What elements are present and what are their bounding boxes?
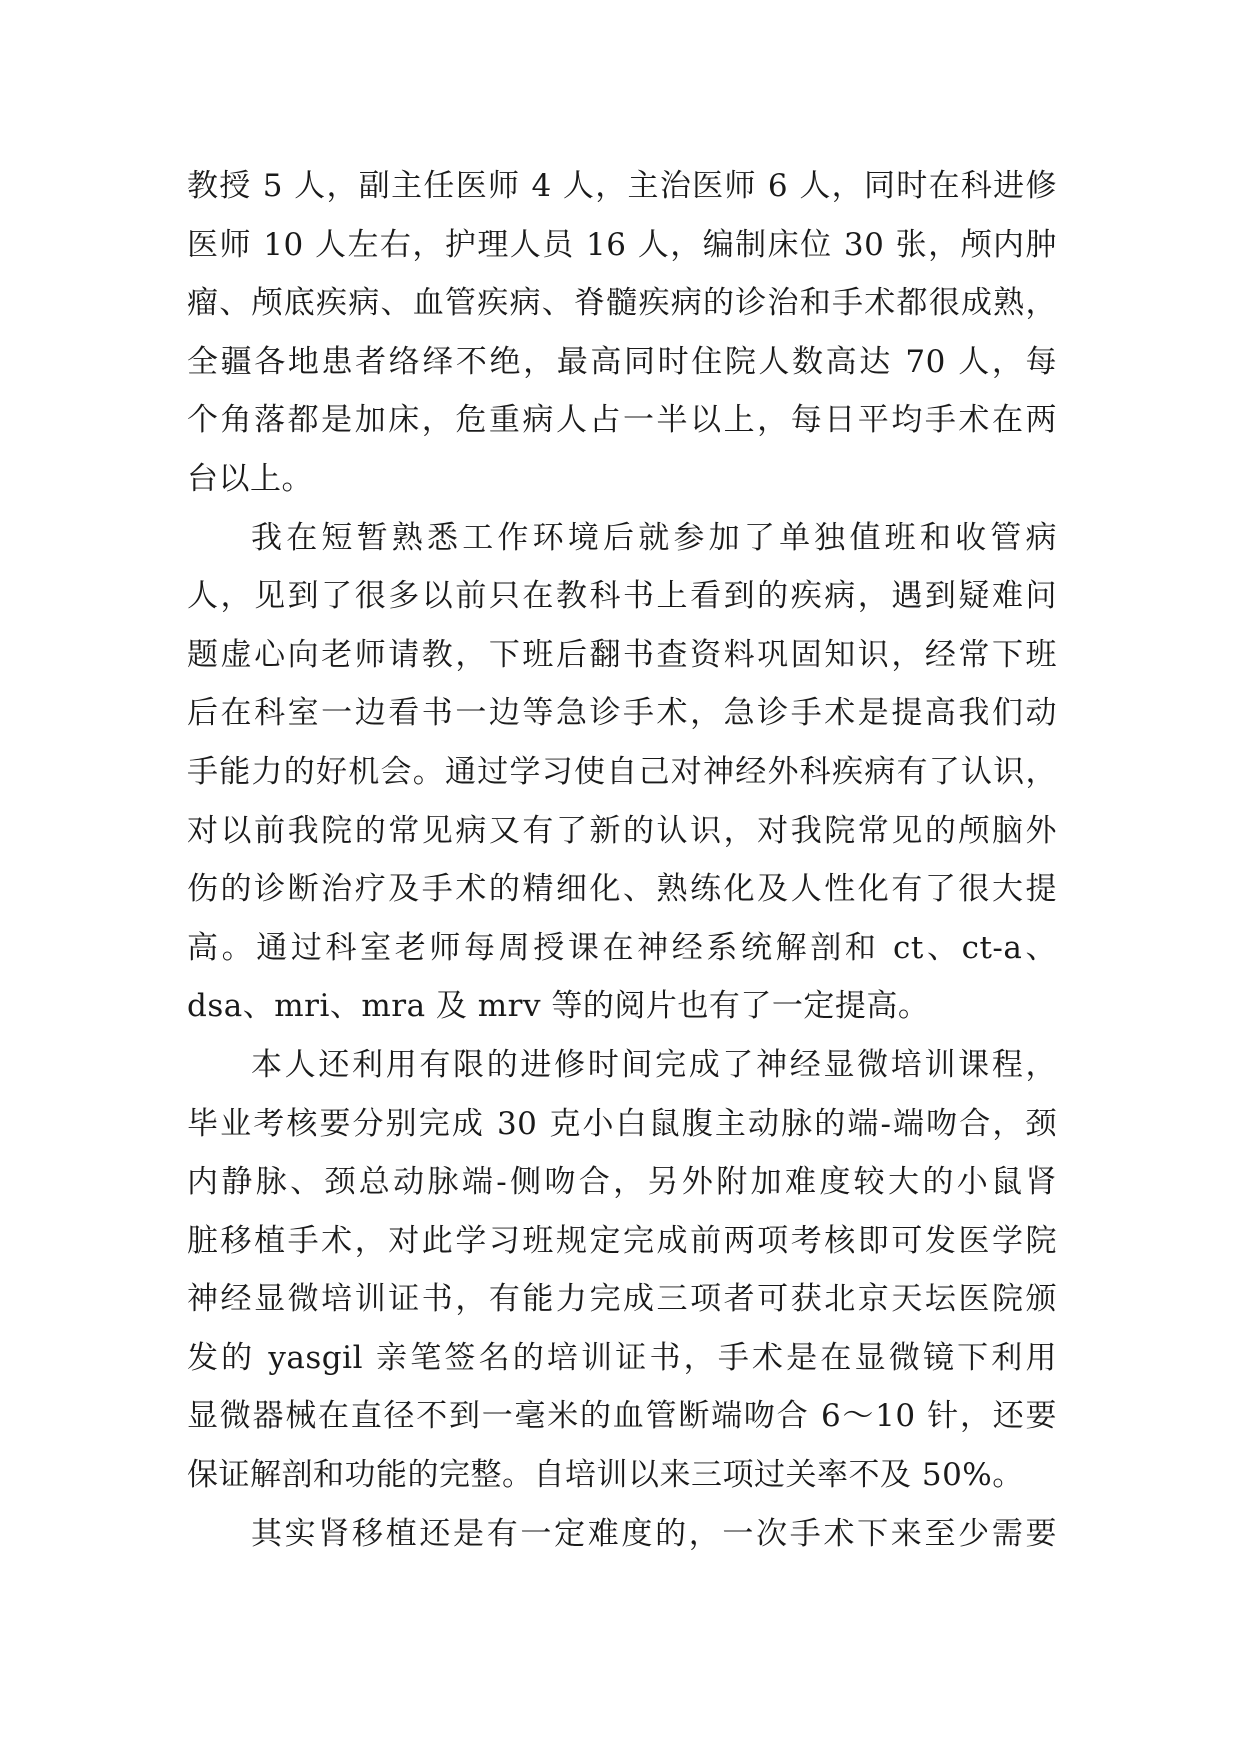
text-line: 神经显微培训证书，有能力完成三项者可获北京天坛医院颁 [187, 1281, 1057, 1318]
text-line: 人，见到了很多以前只在教科书上看到的疾病，遇到疑难问 [187, 578, 1057, 615]
text-line: 发的 yasgil 亲笔签名的培训证书，手术是在显微镜下利用 [187, 1339, 1057, 1376]
text-line: 手能力的好机会。通过学习使自己对神经外科疾病有了认识， [187, 753, 1057, 790]
text-line: 高。通过科室老师每周授课在神经系统解剖和 ct、ct-a、 [187, 929, 1057, 966]
text-line: 台以上。 [187, 460, 313, 497]
text-line: 题虚心向老师请教，下班后翻书查资料巩固知识，经常下班 [187, 636, 1057, 673]
paragraph [187, 1036, 1057, 1505]
document-body [187, 157, 1057, 1563]
paragraph [187, 509, 1057, 1036]
text-line: dsa、mri、mra 及 mrv 等的阅片也有了一定提高。 [187, 988, 930, 1025]
text-line: 医师 10 人左右，护理人员 16 人，编制床位 30 张，颅内肿 [187, 226, 1057, 263]
text-line: 瘤、颅底疾病、血管疾病、脊髓疾病的诊治和手术都很成熟， [187, 285, 1057, 322]
text-line: 全疆各地患者络绎不绝，最高同时住院人数高达 70 人，每 [187, 343, 1057, 380]
text-line: 后在科室一边看书一边等急诊手术，急诊手术是提高我们动 [187, 695, 1057, 732]
paragraph [187, 157, 1057, 509]
text-line: 显微器械在直径不到一毫米的血管断端吻合 6～10 针，还要 [187, 1398, 1057, 1435]
text-line: 本人还利用有限的进修时间完成了神经显微培训课程， [251, 1046, 1057, 1083]
text-line: 毕业考核要分别完成 30 克小白鼠腹主动脉的端-端吻合，颈 [187, 1105, 1057, 1142]
text-line: 保证解剖和功能的完整。自培训以来三项过关率不及 50%。 [187, 1457, 1024, 1494]
text-line: 对以前我院的常见病又有了新的认识，对我院常见的颅脑外 [187, 812, 1057, 849]
text-line: 我在短暂熟悉工作环境后就参加了单独值班和收管病 [251, 519, 1057, 556]
text-line: 脏移植手术，对此学习班规定完成前两项考核即可发医学院 [187, 1222, 1057, 1259]
text-line: 其实肾移植还是有一定难度的，一次手术下来至少需要 [251, 1515, 1057, 1552]
text-line: 个角落都是加床，危重病人占一半以上，每日平均手术在两 [187, 402, 1057, 439]
paragraph [187, 1505, 1057, 1564]
text-line: 伤的诊断治疗及手术的精细化、熟练化及人性化有了很大提 [187, 871, 1057, 908]
text-line: 教授 5 人，副主任医师 4 人，主治医师 6 人，同时在科进修 [187, 168, 1057, 204]
text-line: 内静脉、颈总动脉端-侧吻合，另外附加难度较大的小鼠肾 [187, 1164, 1057, 1201]
